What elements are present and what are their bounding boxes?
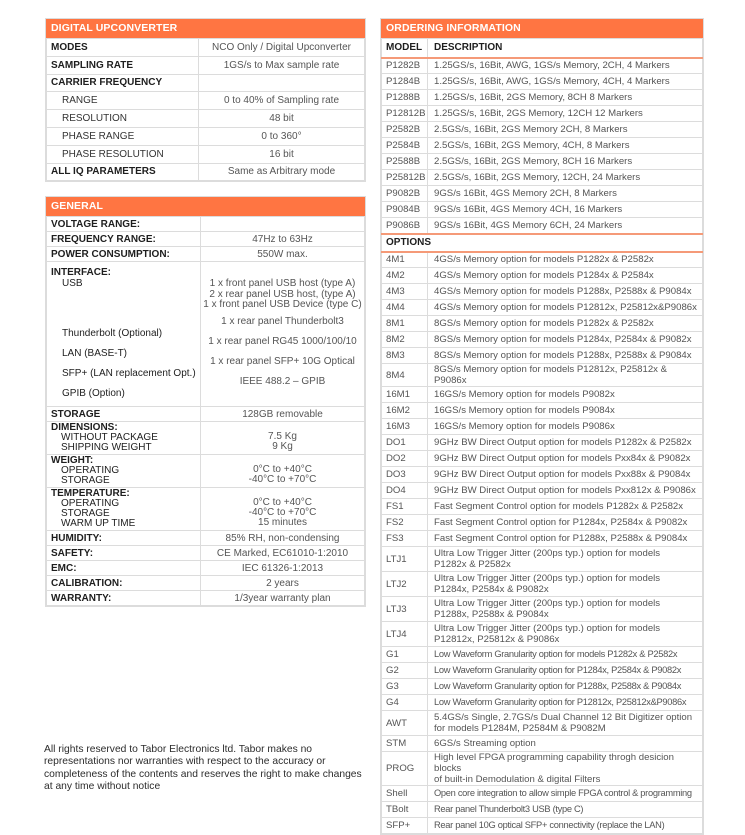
spec-value: 2 years <box>201 576 365 591</box>
temperature-sub: WARM UP TIME <box>61 518 136 529</box>
spec-value: 1/3year warranty plan <box>201 591 365 606</box>
spec-value: 47Hz to 63Hz <box>201 232 365 247</box>
option-code: Shell <box>382 786 428 802</box>
option-row <box>382 515 703 531</box>
spec-row <box>47 127 365 145</box>
model-code: P25812B <box>382 170 428 186</box>
option-description <box>428 802 703 818</box>
spec-key: CALIBRATION: <box>47 576 201 591</box>
option-description-line: 6GS/s Streaming option <box>434 738 536 749</box>
temperature-value: 0°C to +40°C <box>253 497 312 508</box>
option-code: LTJ3 <box>382 597 428 622</box>
spec-key <box>47 455 201 488</box>
option-description <box>428 300 703 316</box>
model-description: 1.25GS/s, 16Bit, 2GS Memory, 8CH 8 Markers <box>428 90 703 106</box>
option-row <box>382 679 703 695</box>
option-code: DO3 <box>382 467 428 483</box>
temperature-sub: OPERATING <box>61 498 120 509</box>
option-description <box>428 622 703 647</box>
option-description-line: P12812x, P25812x & P9086x <box>434 634 560 645</box>
spec-key: HUMIDITY: <box>47 531 201 546</box>
spec-key: STORAGE <box>47 407 201 422</box>
option-code: PROG <box>382 752 428 786</box>
model-row <box>382 154 703 170</box>
model-description: 2.5GS/s, 16Bit, 2GS Memory 2CH, 8 Markers <box>428 122 703 138</box>
option-row <box>382 622 703 647</box>
option-description-line: Open core integration to allow simple FPGA control & programming <box>434 788 692 798</box>
spec-row-temperature <box>47 488 365 531</box>
interface-label: INTERFACE: <box>51 267 111 278</box>
option-row <box>382 332 703 348</box>
dimensions-sub: WITHOUT PACKAGE <box>61 432 158 443</box>
spec-row-storage <box>47 407 365 422</box>
option-code: LTJ4 <box>382 622 428 647</box>
spec-value: 0 to 40% of Sampling rate <box>199 92 365 110</box>
spec-value: 0 to 360° <box>199 127 365 145</box>
section-header-digital-upconverter: DIGITAL UPCONVERTER <box>46 19 365 38</box>
spec-row-calibration <box>47 576 365 591</box>
option-description-line: Ultra Low Trigger Jitter (200ps typ.) option for models <box>434 623 661 634</box>
option-code: G1 <box>382 647 428 663</box>
option-description-line: Ultra Low Trigger Jitter (200ps typ.) option for models <box>434 598 661 609</box>
option-row <box>382 802 703 818</box>
option-row <box>382 419 703 435</box>
option-description <box>428 483 703 499</box>
usb-value-1: 1 x front panel USB host (type A) <box>209 278 356 289</box>
option-description-line: 4GS/s Memory option for models P1288x, P2588x & P9084x <box>434 286 692 297</box>
option-description <box>428 663 703 679</box>
option-row <box>382 695 703 711</box>
option-row <box>382 711 703 736</box>
option-row <box>382 531 703 547</box>
option-row <box>382 364 703 387</box>
spec-row-humidity <box>47 531 365 546</box>
option-description-line: 4GS/s Memory option for models P12812x, P25812x&P9086x <box>434 302 697 313</box>
option-row <box>382 663 703 679</box>
option-description <box>428 467 703 483</box>
option-description <box>428 679 703 695</box>
option-code: FS3 <box>382 531 428 547</box>
option-description-line: 8GS/s Memory option for models P1282x & P2582x <box>434 318 654 329</box>
legal-disclaimer: All rights reserved to Tabor Electronics ltd. Tabor makes no representations nor warranties with respect to the accuracy or completeness of the contents and reserves the right to make changes at any time without notice <box>44 744 362 793</box>
option-row <box>382 752 703 786</box>
spec-value: 1GS/s to Max sample rate <box>199 56 365 74</box>
option-row <box>382 597 703 622</box>
option-code: 16M2 <box>382 403 428 419</box>
spec-row <box>47 74 365 92</box>
model-row <box>382 186 703 202</box>
model-code: P9086B <box>382 218 428 234</box>
spec-value: 48 bit <box>199 110 365 128</box>
spec-key: RESOLUTION <box>47 110 199 128</box>
option-description <box>428 752 703 786</box>
option-row <box>382 786 703 802</box>
option-code: FS2 <box>382 515 428 531</box>
spec-value <box>201 217 365 232</box>
option-description <box>428 695 703 711</box>
option-code: 4M4 <box>382 300 428 316</box>
temperature-value: -40°C to +70°C <box>248 507 317 518</box>
option-description <box>428 332 703 348</box>
option-code: 16M3 <box>382 419 428 435</box>
sfp-label: SFP+ (LAN replacement Opt.) <box>62 368 196 379</box>
spec-key <box>47 422 201 455</box>
spec-value <box>201 455 365 488</box>
option-description-line: Fast Segment Control option for P1284x, P2584x & P9082x <box>434 517 688 528</box>
option-code: FS1 <box>382 499 428 515</box>
option-code: 4M1 <box>382 252 428 268</box>
weight-value: 0°C to +40°C <box>253 464 312 475</box>
spec-key <box>47 488 201 531</box>
model-row <box>382 106 703 122</box>
option-description-line: Fast Segment Control option for models P1282x & P2582x <box>434 501 684 512</box>
option-description-line: 9GHz BW Direct Output option for models Pxx88x & P9084x <box>434 469 691 480</box>
option-description <box>428 499 703 515</box>
option-code: LTJ1 <box>382 547 428 572</box>
model-code: P1288B <box>382 90 428 106</box>
spec-row-power-consumption <box>47 247 365 262</box>
option-description-line: Low Waveform Granularity option for P1288x, P2588x & P9084x <box>434 681 682 691</box>
spec-value: 16 bit <box>199 145 365 163</box>
model-code: P9082B <box>382 186 428 202</box>
model-row <box>382 170 703 186</box>
section-header-general: GENERAL <box>46 197 365 216</box>
spec-row <box>47 145 365 163</box>
option-code: 8M4 <box>382 364 428 387</box>
option-description <box>428 515 703 531</box>
option-description-line: for models P1284M, P2584M & P9082M <box>434 723 606 734</box>
model-row <box>382 122 703 138</box>
option-code: DO1 <box>382 435 428 451</box>
section-header-ordering-information: ORDERING INFORMATION <box>381 19 703 38</box>
option-row <box>382 572 703 597</box>
option-code: G2 <box>382 663 428 679</box>
weight-value: -40°C to +70°C <box>248 474 317 485</box>
option-description <box>428 403 703 419</box>
option-code: 8M1 <box>382 316 428 332</box>
option-description <box>428 647 703 663</box>
option-description-line: 8GS/s Memory option for models P1288x, P2588x & P9084x <box>434 350 692 361</box>
option-row <box>382 284 703 300</box>
spec-key: CARRIER FREQUENCY <box>47 74 199 92</box>
option-description <box>428 435 703 451</box>
model-code: P9084B <box>382 202 428 218</box>
dimensions-value: 7.5 Kg <box>268 431 297 442</box>
option-code: TBolt <box>382 802 428 818</box>
spec-value: IEC 61326-1:2013 <box>201 561 365 576</box>
option-description-line: 4GS/s Memory option for models P1284x & P2584x <box>434 270 654 281</box>
spec-value: CE Marked, EC61010-1:2010 <box>201 546 365 561</box>
weight-sub: OPERATING <box>61 465 120 476</box>
option-description <box>428 284 703 300</box>
general-table <box>45 196 366 607</box>
model-description: 1.25GS/s, 16Bit, AWG, 1GS/s Memory, 4CH, 4 Markers <box>428 74 703 90</box>
dimensions-label: DIMENSIONS: <box>51 422 118 433</box>
dimensions-value: 9 Kg <box>272 441 293 452</box>
option-row <box>382 268 703 284</box>
spec-row <box>47 110 365 128</box>
option-description <box>428 419 703 435</box>
option-row <box>382 403 703 419</box>
spec-value: 128GB removable <box>201 407 365 422</box>
option-row <box>382 435 703 451</box>
spec-value <box>201 422 365 455</box>
spec-key <box>47 262 201 407</box>
option-description-line: Low Waveform Granularity option for P12812x, P25812x&P9086x <box>434 697 687 707</box>
spec-row-dimensions <box>47 422 365 455</box>
model-row <box>382 90 703 106</box>
temperature-value: 15 minutes <box>258 517 307 528</box>
sfp-value: 1 x rear panel SFP+ 10G Optical <box>210 356 355 367</box>
option-description-line: 4GS/s Memory option for models P1282x & P2582x <box>434 254 654 266</box>
spec-row-interface <box>47 262 365 407</box>
option-description-line: P1288x, P2588x & P9084x <box>434 609 549 620</box>
model-row <box>382 58 703 74</box>
option-description <box>428 316 703 332</box>
option-code: 4M2 <box>382 268 428 284</box>
option-description <box>428 736 703 752</box>
spec-key: MODES <box>47 39 199 57</box>
option-description <box>428 451 703 467</box>
option-description <box>428 364 703 387</box>
option-description <box>428 597 703 622</box>
spec-key: VOLTAGE RANGE: <box>47 217 201 232</box>
option-row <box>382 300 703 316</box>
spec-key: EMC: <box>47 561 201 576</box>
spec-key: SAMPLING RATE <box>47 56 199 74</box>
ordering-information-table <box>380 18 704 835</box>
option-row <box>382 387 703 403</box>
lan-label: LAN (BASE-T) <box>62 348 128 359</box>
model-row <box>382 74 703 90</box>
options-header-row <box>382 234 703 252</box>
spec-value: 85% RH, non-condensing <box>201 531 365 546</box>
option-code: DO2 <box>382 451 428 467</box>
spec-row <box>47 163 365 181</box>
option-code: 4M3 <box>382 284 428 300</box>
spec-key: RANGE <box>47 92 199 110</box>
option-description-line: Ultra Low Trigger Jitter (200ps typ.) option for models <box>434 548 661 559</box>
spec-key: PHASE RANGE <box>47 127 199 145</box>
option-description <box>428 547 703 572</box>
option-description-line: 5.4GS/s Single, 2.7GS/s Dual Channel 12 Bit Digitizer option <box>434 712 693 723</box>
option-row <box>382 736 703 752</box>
option-row <box>382 252 703 268</box>
model-row <box>382 202 703 218</box>
model-description: 1.25GS/s, 16Bit, AWG, 1GS/s Memory, 2CH, 4 Markers <box>428 58 703 74</box>
option-code: AWT <box>382 711 428 736</box>
spec-row <box>47 39 365 57</box>
option-description-line: 9GHz BW Direct Output option for models P1282x & P2582x <box>434 437 692 448</box>
usb-value-2: 2 x rear panel USB host, (type A) <box>209 288 356 300</box>
option-description-line: of built-in Demodulation & digital Filters <box>434 774 601 785</box>
option-description-line: 8GS/s Memory option for models P12812x, P25812x & P9086x <box>434 364 668 386</box>
option-description-line: 16GS/s Memory option for models P9086x <box>434 421 615 432</box>
option-code: 16M1 <box>382 387 428 403</box>
option-description-line: 9GHz BW Direct Output option for models Pxx812x & P9086x <box>434 485 696 496</box>
weight-sub: STORAGE <box>61 475 110 486</box>
spec-key: WARRANTY: <box>47 591 201 606</box>
column-header-description: DESCRIPTION <box>428 39 703 58</box>
model-description: 2.5GS/s, 16Bit, 2GS Memory, 8CH 16 Markers <box>428 154 703 170</box>
dimensions-sub: SHIPPING WEIGHT <box>61 442 152 453</box>
option-row <box>382 483 703 499</box>
model-description: 9GS/s 16Bit, 4GS Memory 2CH, 8 Markers <box>428 186 703 202</box>
option-description <box>428 572 703 597</box>
option-row <box>382 348 703 364</box>
option-row <box>382 647 703 663</box>
model-code: P1282B <box>382 58 428 74</box>
spec-value <box>201 262 365 407</box>
model-code: P12812B <box>382 106 428 122</box>
spec-row-voltage-range <box>47 217 365 232</box>
usb-value-3: 1 x front panel USB Device (type C) <box>203 299 362 310</box>
option-code: G4 <box>382 695 428 711</box>
model-description: 1.25GS/s, 16Bit, 2GS Memory, 12CH 12 Markers <box>428 106 703 122</box>
spec-row-safety <box>47 546 365 561</box>
model-code: P1284B <box>382 74 428 90</box>
option-code: 8M3 <box>382 348 428 364</box>
column-header-row <box>382 39 703 58</box>
spec-value: Same as Arbitrary mode <box>199 163 365 181</box>
option-row <box>382 316 703 332</box>
option-description <box>428 711 703 736</box>
model-description: 2.5GS/s, 16Bit, 2GS Memory, 4CH, 8 Markers <box>428 138 703 154</box>
spec-row-frequency-range <box>47 232 365 247</box>
option-row <box>382 499 703 515</box>
option-description-line: Ultra Low Trigger Jitter (200ps typ.) option for models <box>434 573 661 584</box>
spec-row-weight <box>47 455 365 488</box>
option-description-line: P1284x, P2584x & P9082x <box>434 584 549 595</box>
spec-key: ALL IQ PARAMETERS <box>47 163 199 181</box>
spec-row-emc <box>47 561 365 576</box>
temperature-sub: STORAGE <box>61 508 110 519</box>
spec-row <box>47 56 365 74</box>
digital-upconverter-table <box>45 18 366 182</box>
model-code: P2582B <box>382 122 428 138</box>
spec-value <box>199 74 365 92</box>
model-description: 9GS/s 16Bit, 4GS Memory 4CH, 16 Markers <box>428 202 703 218</box>
spec-value: NCO Only / Digital Upconverter <box>199 39 365 57</box>
option-code: SFP+ <box>382 818 428 834</box>
option-description-line: 9GHz BW Direct Output option for models Pxx84x & P9082x <box>434 453 691 464</box>
model-description: 2.5GS/s, 16Bit, 2GS Memory, 12CH, 24 Markers <box>428 170 703 186</box>
model-code: P2584B <box>382 138 428 154</box>
option-description <box>428 818 703 834</box>
thunderbolt-label: Thunderbolt (Optional) <box>62 328 163 339</box>
option-description <box>428 268 703 284</box>
option-description-line: 16GS/s Memory option for models P9082x <box>434 389 615 400</box>
gpib-label: GPIB (Option) <box>62 388 125 399</box>
option-row <box>382 818 703 834</box>
options-header: OPTIONS <box>382 234 703 252</box>
option-row <box>382 451 703 467</box>
gpib-value: IEEE 488.2 – GPIB <box>239 376 326 387</box>
option-row <box>382 547 703 572</box>
option-description-line: High level FPGA programming capability throgh desicion blocks <box>434 752 674 774</box>
option-description-line: Rear panel 10G optical SFP+ connectivity (replace the LAN) <box>434 820 665 830</box>
option-description-line: P1282x & P2582x <box>434 559 511 570</box>
spec-key: POWER CONSUMPTION: <box>47 247 201 262</box>
option-description-line: Rear panel Thunderbolt3 USB (type C) <box>434 804 584 814</box>
option-description-line: 16GS/s Memory option for models P9084x <box>434 405 615 416</box>
spec-key: SAFETY: <box>47 546 201 561</box>
spec-key: PHASE RESOLUTION <box>47 145 199 163</box>
model-code: P2588B <box>382 154 428 170</box>
option-code: LTJ2 <box>382 572 428 597</box>
option-description <box>428 387 703 403</box>
model-description: 9GS/s 16Bit, 4GS Memory 6CH, 24 Markers <box>428 218 703 234</box>
model-row <box>382 218 703 234</box>
option-code: STM <box>382 736 428 752</box>
option-row <box>382 467 703 483</box>
spec-key: FREQUENCY RANGE: <box>47 232 201 247</box>
option-description <box>428 252 703 268</box>
spec-row <box>47 92 365 110</box>
option-code: G3 <box>382 679 428 695</box>
thunderbolt-value: 1 x rear panel Thunderbolt3 <box>221 316 344 327</box>
option-description <box>428 531 703 547</box>
option-code: DO4 <box>382 483 428 499</box>
spec-row-warranty <box>47 591 365 606</box>
lan-value: 1 x rear panel RG45 1000/100/10 <box>208 336 357 347</box>
option-code: 8M2 <box>382 332 428 348</box>
spec-value: 550W max. <box>201 247 365 262</box>
option-description <box>428 786 703 802</box>
temperature-label: TEMPERATURE: <box>51 488 130 499</box>
option-description-line: 8GS/s Memory option for models P1284x, P2584x & P9082x <box>434 334 692 345</box>
usb-label: USB <box>62 278 83 289</box>
option-description-line: Fast Segment Control option for P1288x, P2588x & P9084x <box>434 533 688 544</box>
option-description <box>428 348 703 364</box>
model-row <box>382 138 703 154</box>
column-header-model: MODEL <box>382 39 428 58</box>
spec-value <box>201 488 365 531</box>
option-description-line: Low Waveform Granularity option for P1284x, P2584x & P9082x <box>434 665 682 675</box>
option-description-line: Low Waveform Granularity option for models P1282x & P2582x <box>434 649 678 659</box>
weight-label: WEIGHT: <box>51 455 94 466</box>
